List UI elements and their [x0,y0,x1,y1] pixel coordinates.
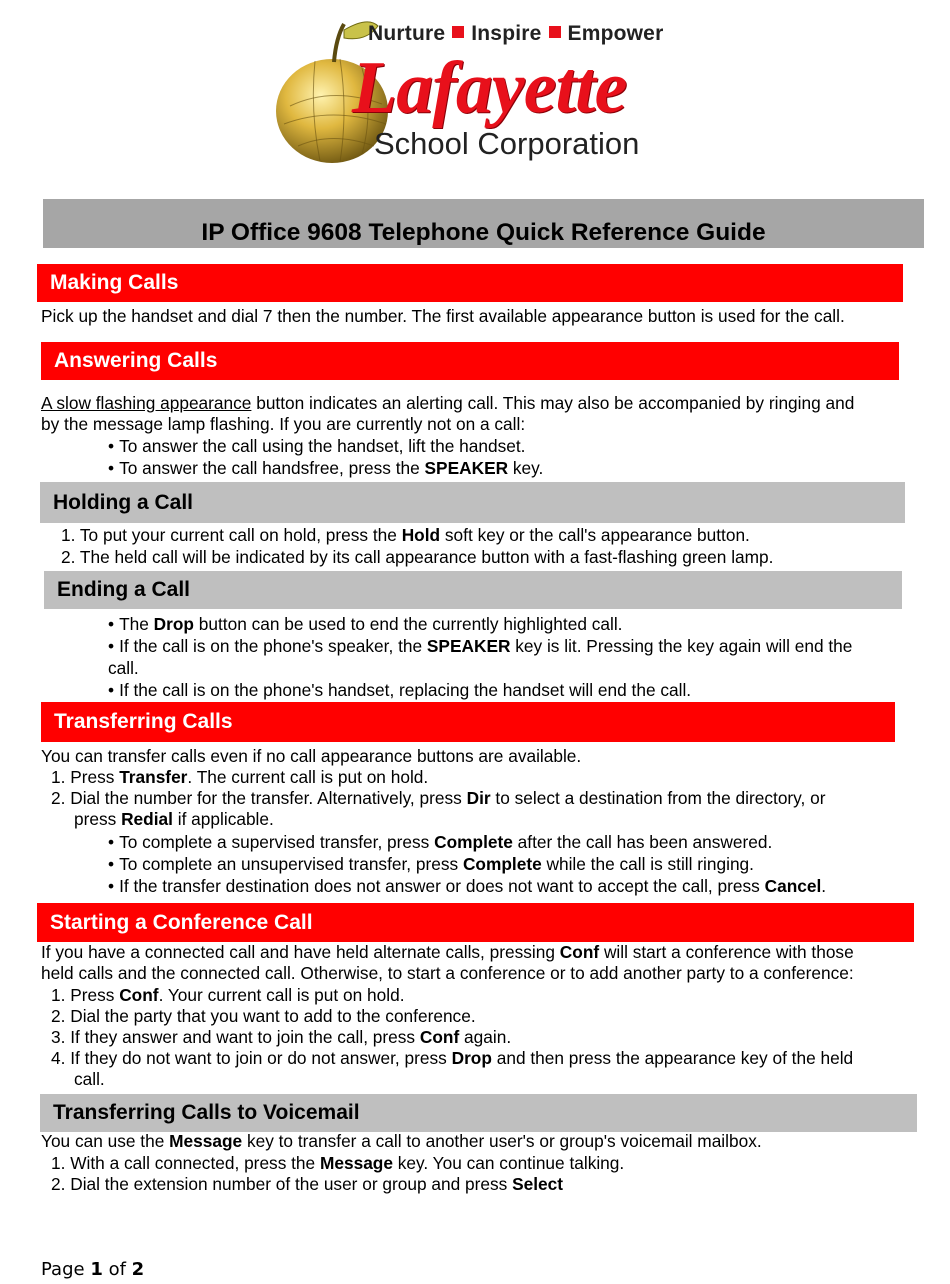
numbered-item-continuation: call. [74,1069,105,1089]
bullet-item: • To answer the call using the handset, lift the handset. [108,436,525,458]
transferring-intro: You can transfer calls even if no call appearance buttons are available. [41,746,582,766]
logo-subtitle: School Corporation [374,126,640,161]
bullet-item [108,854,754,876]
section-heading-answering-calls [41,342,899,380]
bullet-item [108,458,543,480]
text-run: 1. Press [51,767,120,787]
text-run: after the call has been answered. [512,832,773,852]
section-heading-transferring [41,702,895,742]
text-run: . Your current call is put on hold. [158,985,405,1005]
bold-key: Transfer [119,767,188,787]
text-run: key. You can continue talking. [392,1153,625,1173]
answering-line-2: by the message lamp flashing. If you are currently not on a call: [41,414,526,434]
bold-key: SPEAKER [426,636,511,656]
text-run: 1. To put your current call on hold, press the [61,525,402,545]
numbered-item [51,1153,624,1175]
bold-key: Dir [466,788,491,808]
section-heading-text: Transferring Calls [54,710,233,733]
text-run: and then press the appearance key of the held [491,1048,854,1068]
bold-key: Conf [419,1027,460,1047]
text-run: If the transfer destination does not answer or does not want to accept the call, press [119,876,765,896]
bold-key: Drop [451,1048,492,1068]
logo-tagline [368,22,663,46]
text-run: key. [508,458,544,478]
bold-key: Select [512,1174,564,1194]
current-page: 1 [90,1259,103,1280]
bold-key: Complete [434,832,513,852]
bullet-item: • If the call is on the phone's handset, replacing the handset will end the call. [108,680,691,702]
bold-key: Redial [121,809,173,829]
text-run: . [821,876,827,896]
numbered-item-continuation [74,809,274,831]
bullet-item [108,876,826,898]
text-run: Page [41,1259,91,1280]
numbered-item [51,767,428,789]
text-run: of [102,1259,132,1280]
text-run: The [119,614,154,634]
section-heading-text: Starting a Conference Call [50,910,313,934]
text-run: 1. Press [51,985,120,1005]
numbered-item [51,788,826,810]
section-heading-making-calls [37,264,903,302]
text-run: button can be used to end the currently highlighted call. [193,614,623,634]
bold-key: Conf [559,942,600,962]
bullet-item [108,614,622,636]
bold-key: Complete [462,854,542,874]
tagline-word: Nurture [368,22,446,45]
bullet-item [108,636,852,658]
conference-intro-1 [41,942,854,964]
numbered-item [51,1174,563,1196]
bold-key: Hold [401,525,441,545]
making-calls-text: Pick up the handset and dial 7 then the number. The first available appearance button is used for the call. [41,306,845,326]
text-run: while the call is still ringing. [541,854,754,874]
section-heading-text: Transferring Calls to Voicemail [53,1101,360,1124]
section-heading-text: Making Calls [50,271,179,294]
tagline-word: Inspire [471,22,542,45]
text-run: To complete a supervised transfer, press [119,832,435,852]
text-run: To answer the call handsfree, press the [119,458,425,478]
section-heading-conference [37,903,914,942]
numbered-item: 2. Dial the party that you want to add to the conference. [51,1006,476,1026]
text-run: 4. If they do not want to join or do not answer, press [51,1048,452,1068]
text-run: To complete an unsupervised transfer, press [119,854,463,874]
text-run: If the call is on the phone's speaker, the [119,636,427,656]
text-run: You can use the [41,1131,170,1151]
bold-key: Cancel [764,876,822,896]
voicemail-intro [41,1131,762,1153]
page-number [41,1259,144,1280]
numbered-item [51,1048,853,1070]
section-heading-holding [40,482,905,523]
section-heading-text: Answering Calls [54,349,218,372]
text-run: 2. Dial the extension number of the user or group and press [51,1174,513,1194]
school-logo [270,16,680,166]
text-run: if applicable. [172,809,274,829]
text-run: button indicates an alerting call. This may also be accompanied by ringing and [251,393,855,413]
text-run: 2. Dial the number for the transfer. Alternatively, press [51,788,467,808]
bold-key: Message [169,1131,243,1151]
bullet-continuation: call. [108,658,139,678]
title-bar [43,199,924,248]
text-run: key to transfer a call to another user's or group's voicemail mailbox. [242,1131,762,1151]
numbered-item [61,525,750,547]
text-run: 1. With a call connected, press the [51,1153,320,1173]
conference-intro-2: held calls and the connected call. Otherwise, to start a conference or to add another party to a conference: [41,963,854,983]
bold-key: Message [319,1153,393,1173]
underlined-phrase: A slow flashing appearance [41,393,252,413]
text-run: will start a conference with those [599,942,854,962]
text-run: 3. If they answer and want to join the call, press [51,1027,420,1047]
bold-key: SPEAKER [424,458,509,478]
bullet-item [108,832,772,854]
section-heading-ending [44,571,902,609]
text-run: If you have a connected call and have held alternate calls, pressing [41,942,560,962]
page-title: IP Office 9608 Telephone Quick Reference Guide [201,219,766,246]
text-run: press [74,809,122,829]
numbered-item: 2. The held call will be indicated by its call appearance button with a fast-flashing green lamp. [61,547,774,567]
answering-line-1 [41,393,854,415]
section-heading-text: Ending a Call [57,578,191,601]
bold-key: Conf [119,985,159,1005]
text-run: again. [459,1027,512,1047]
tagline-word: Empower [567,22,664,45]
total-pages: 2 [131,1259,145,1280]
text-run: soft key or the call's appearance button. [440,525,750,545]
text-run: to select a destination from the directory, or [490,788,826,808]
numbered-item [51,985,405,1007]
text-run: key is lit. Pressing the key again will end the [510,636,853,656]
section-heading-text: Holding a Call [53,490,194,514]
bold-key: Drop [153,614,194,634]
logo-wordmark: Lafayette [352,47,627,129]
text-run: . The current call is put on hold. [187,767,429,787]
section-heading-voicemail [40,1094,917,1132]
numbered-item [51,1027,511,1049]
